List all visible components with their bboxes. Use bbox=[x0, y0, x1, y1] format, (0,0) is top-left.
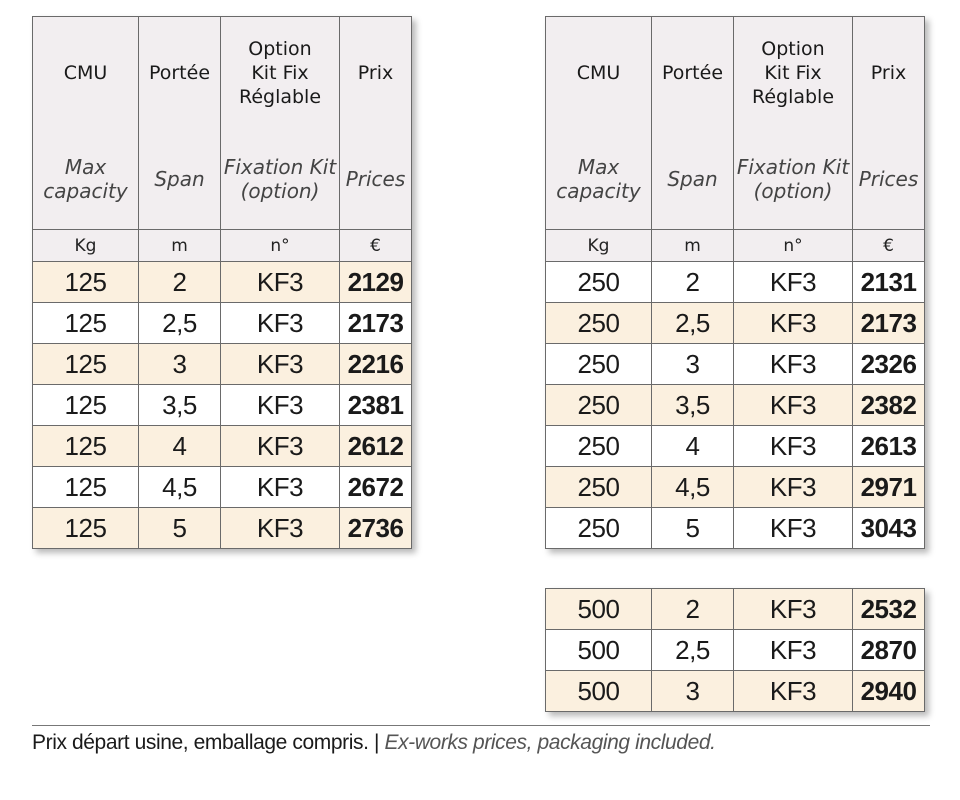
footer-note-en: Ex-works prices, packaging included. bbox=[384, 731, 716, 754]
cell-span: 2,5 bbox=[139, 303, 221, 344]
table-row bbox=[33, 426, 412, 467]
cell-span: 2,5 bbox=[652, 630, 734, 671]
table-row bbox=[546, 589, 925, 630]
cell-kit: KF3 bbox=[734, 426, 853, 467]
cell-cmu: 250 bbox=[546, 303, 652, 344]
cell-cmu: 500 bbox=[546, 589, 652, 630]
table-row bbox=[546, 344, 925, 385]
header-max-line2: capacity bbox=[556, 179, 641, 203]
unit-kg: Kg bbox=[33, 230, 139, 262]
table-row bbox=[546, 426, 925, 467]
cell-cmu: 125 bbox=[33, 508, 139, 549]
header-max-line2: capacity bbox=[43, 179, 128, 203]
header-option-line1: Option bbox=[248, 38, 312, 60]
cell-kit: KF3 bbox=[221, 262, 340, 303]
cell-span: 4,5 bbox=[652, 467, 734, 508]
cell-kit: KF3 bbox=[221, 303, 340, 344]
cell-cmu: 250 bbox=[546, 385, 652, 426]
cell-price: 3043 bbox=[853, 508, 925, 549]
cell-span: 2 bbox=[139, 262, 221, 303]
cell-span: 4 bbox=[139, 426, 221, 467]
cell-kit: KF3 bbox=[221, 344, 340, 385]
cell-kit: KF3 bbox=[734, 303, 853, 344]
cell-price: 2672 bbox=[340, 467, 412, 508]
cell-span: 4 bbox=[652, 426, 734, 467]
cell-price: 2870 bbox=[853, 630, 925, 671]
cell-kit: KF3 bbox=[734, 385, 853, 426]
cell-span: 3,5 bbox=[139, 385, 221, 426]
table-row bbox=[33, 303, 412, 344]
cell-kit: KF3 bbox=[221, 508, 340, 549]
header-portee-fr: Portée bbox=[661, 62, 724, 84]
header-option-line3: Réglable bbox=[238, 86, 322, 108]
cell-price: 2940 bbox=[853, 671, 925, 712]
cell-span: 2 bbox=[652, 262, 734, 303]
cell-span: 5 bbox=[652, 508, 734, 549]
cell-cmu: 125 bbox=[33, 426, 139, 467]
cell-kit: KF3 bbox=[734, 508, 853, 549]
table-row bbox=[33, 508, 412, 549]
table-row bbox=[546, 303, 925, 344]
cell-cmu: 250 bbox=[546, 262, 652, 303]
table-row bbox=[33, 385, 412, 426]
cell-span: 3 bbox=[139, 344, 221, 385]
header-option-line1: Option bbox=[761, 38, 825, 60]
header-fixation-line2: (option) bbox=[240, 179, 320, 203]
header-fixation-line2: (option) bbox=[753, 179, 833, 203]
header-prices-en: Prices bbox=[345, 167, 406, 191]
header-span bbox=[652, 17, 734, 230]
cell-kit: KF3 bbox=[221, 467, 340, 508]
cell-cmu: 500 bbox=[546, 630, 652, 671]
cell-price: 2131 bbox=[853, 262, 925, 303]
cell-price: 2532 bbox=[853, 589, 925, 630]
header-price bbox=[340, 17, 412, 230]
cell-cmu: 500 bbox=[546, 671, 652, 712]
header-max-line1: Max bbox=[64, 155, 107, 179]
header-prix-fr: Prix bbox=[357, 62, 394, 84]
header-portee-fr: Portée bbox=[148, 62, 211, 84]
header-fixation-line1: Fixation Kit bbox=[223, 155, 337, 179]
cell-span: 4,5 bbox=[139, 467, 221, 508]
header-span-en: Span bbox=[667, 167, 718, 191]
header-option-line2: Kit Fix bbox=[764, 62, 822, 84]
cell-cmu: 125 bbox=[33, 262, 139, 303]
header-prices-en: Prices bbox=[858, 167, 919, 191]
unit-kg: Kg bbox=[546, 230, 652, 262]
cell-span: 3,5 bbox=[652, 385, 734, 426]
header-price bbox=[853, 17, 925, 230]
cell-kit: KF3 bbox=[734, 630, 853, 671]
header-fixation-line1: Fixation Kit bbox=[736, 155, 850, 179]
cell-span: 5 bbox=[139, 508, 221, 549]
table-row bbox=[546, 508, 925, 549]
cell-price: 2326 bbox=[853, 344, 925, 385]
footer-divider bbox=[32, 725, 930, 726]
header-option bbox=[221, 17, 340, 230]
table-row bbox=[33, 344, 412, 385]
cell-kit: KF3 bbox=[734, 467, 853, 508]
cell-price: 2216 bbox=[340, 344, 412, 385]
cell-cmu: 125 bbox=[33, 385, 139, 426]
header-cmu bbox=[33, 17, 139, 230]
cell-kit: KF3 bbox=[734, 671, 853, 712]
cell-price: 2382 bbox=[853, 385, 925, 426]
table-row bbox=[546, 467, 925, 508]
cell-span: 2 bbox=[652, 589, 734, 630]
cell-price: 2736 bbox=[340, 508, 412, 549]
header-span bbox=[139, 17, 221, 230]
cell-span: 3 bbox=[652, 671, 734, 712]
cell-kit: KF3 bbox=[221, 385, 340, 426]
cell-cmu: 250 bbox=[546, 467, 652, 508]
cell-cmu: 250 bbox=[546, 344, 652, 385]
cell-price: 2613 bbox=[853, 426, 925, 467]
header-cmu-fr: CMU bbox=[576, 62, 621, 84]
cell-price: 2173 bbox=[853, 303, 925, 344]
table-row bbox=[33, 467, 412, 508]
cell-span: 3 bbox=[652, 344, 734, 385]
table-row bbox=[546, 385, 925, 426]
footer-note-fr: Prix départ usine, emballage compris. bbox=[32, 731, 369, 754]
header-span-en: Span bbox=[154, 167, 205, 191]
header-row bbox=[33, 17, 412, 230]
cell-cmu: 125 bbox=[33, 467, 139, 508]
price-table-250 bbox=[545, 16, 925, 549]
unit-no: n° bbox=[734, 230, 853, 262]
cell-kit: KF3 bbox=[734, 262, 853, 303]
header-cmu bbox=[546, 17, 652, 230]
header-max-line1: Max bbox=[577, 155, 620, 179]
cell-span: 2,5 bbox=[652, 303, 734, 344]
cell-cmu: 125 bbox=[33, 303, 139, 344]
table-row bbox=[546, 630, 925, 671]
table-row bbox=[546, 262, 925, 303]
units-row bbox=[546, 230, 925, 262]
footer-note bbox=[32, 731, 716, 755]
cell-price: 2971 bbox=[853, 467, 925, 508]
cell-price: 2612 bbox=[340, 426, 412, 467]
cell-price: 2381 bbox=[340, 385, 412, 426]
table-row bbox=[546, 671, 925, 712]
header-option-line2: Kit Fix bbox=[251, 62, 309, 84]
header-option-line3: Réglable bbox=[751, 86, 835, 108]
header-option bbox=[734, 17, 853, 230]
cell-kit: KF3 bbox=[734, 344, 853, 385]
unit-euro: € bbox=[853, 230, 925, 262]
cell-kit: KF3 bbox=[734, 589, 853, 630]
unit-m: m bbox=[139, 230, 221, 262]
footer-separator: | bbox=[368, 731, 385, 754]
cell-cmu: 125 bbox=[33, 344, 139, 385]
units-row bbox=[33, 230, 412, 262]
header-row bbox=[546, 17, 925, 230]
price-table-500 bbox=[545, 588, 925, 712]
unit-euro: € bbox=[340, 230, 412, 262]
cell-price: 2173 bbox=[340, 303, 412, 344]
unit-no: n° bbox=[221, 230, 340, 262]
cell-cmu: 250 bbox=[546, 508, 652, 549]
cell-price: 2129 bbox=[340, 262, 412, 303]
unit-m: m bbox=[652, 230, 734, 262]
header-cmu-fr: CMU bbox=[63, 62, 108, 84]
cell-cmu: 250 bbox=[546, 426, 652, 467]
price-table-125 bbox=[32, 16, 412, 549]
header-prix-fr: Prix bbox=[870, 62, 907, 84]
table-row bbox=[33, 262, 412, 303]
cell-kit: KF3 bbox=[221, 426, 340, 467]
